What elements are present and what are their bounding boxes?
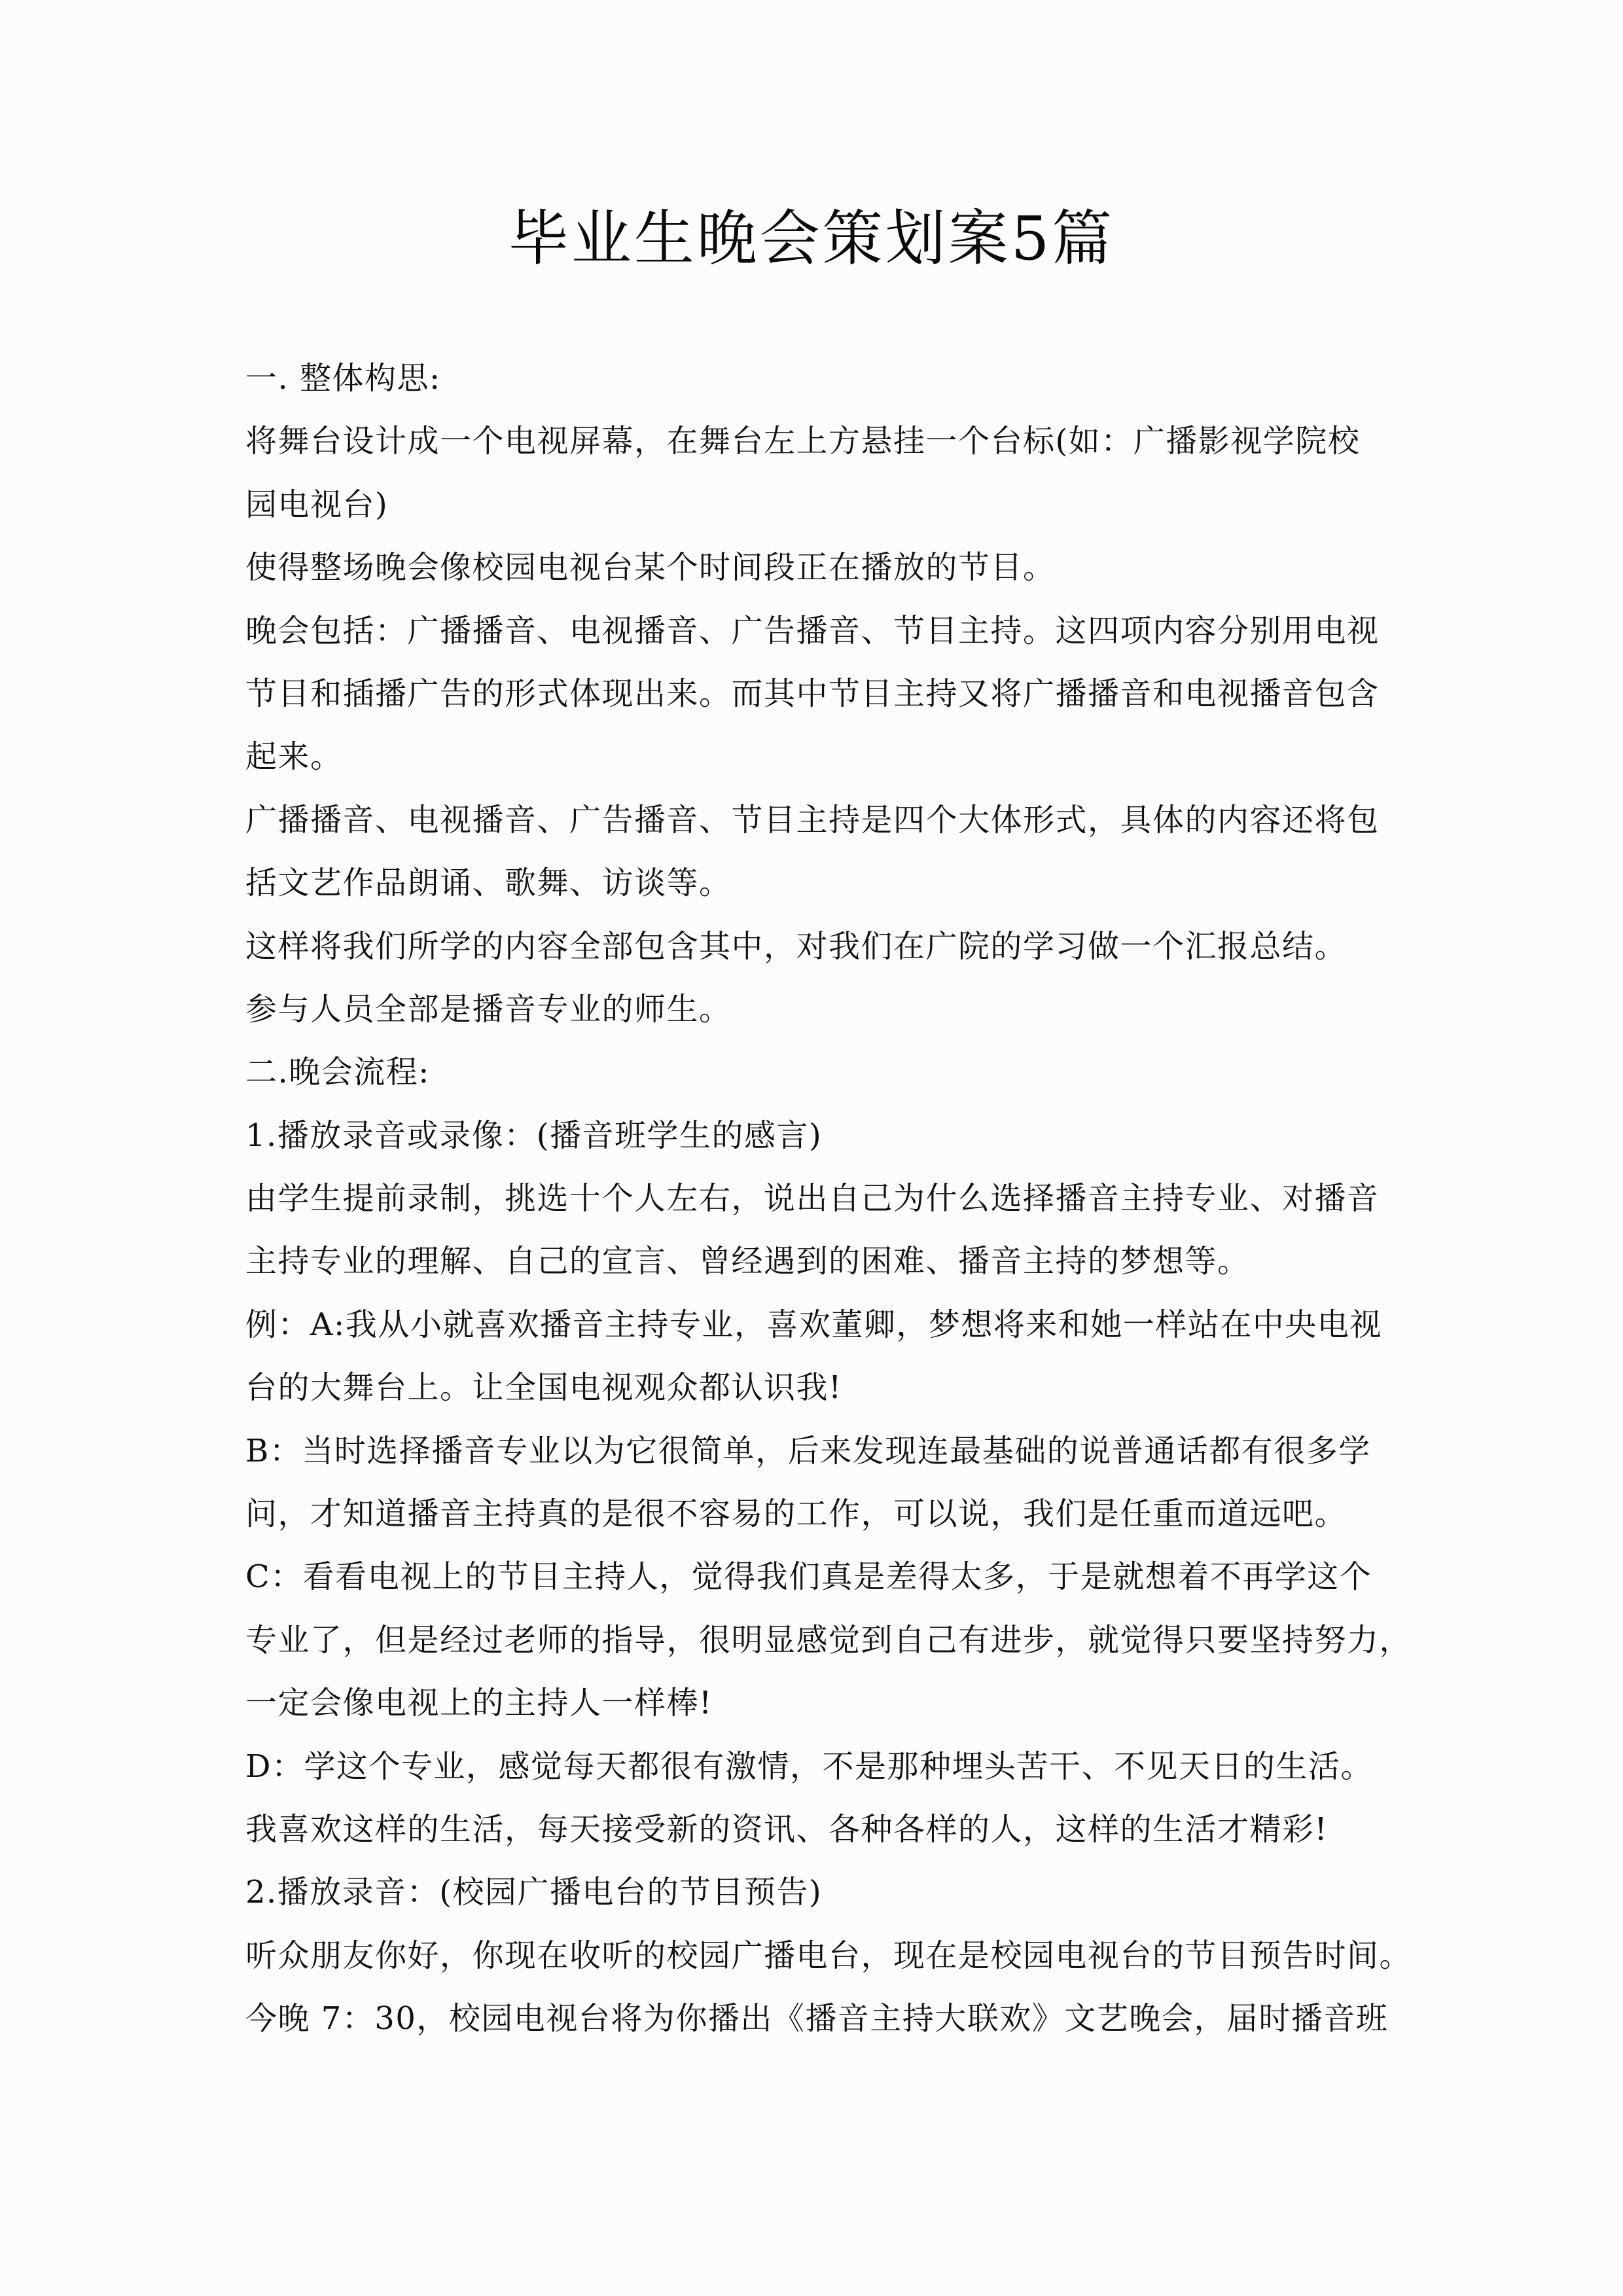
paragraph-line: 起来。 xyxy=(245,738,343,776)
example-line-a: 例：A:我从小就喜欢播音主持专业，喜欢董卿，梦想将来和她一样站在中央电视 xyxy=(245,1306,1382,1343)
paragraph-line: 参与人员全部是播音专业的师生。 xyxy=(245,990,732,1028)
subheading-step-1: 1.播放录音或录像：(播音班学生的感言) xyxy=(245,1117,823,1154)
paragraph-line: 园电视台) xyxy=(245,486,389,523)
section-heading-program-flow: 二.晚会流程: xyxy=(245,1054,430,1091)
paragraph-line: 由学生提前录制，挑选十个人左右，说出自己为什么选择播音主持专业、对播音 xyxy=(245,1180,1380,1217)
example-line-b: B：当时选择播音专业以为它很简单，后来发现连最基础的说普通话都有很多学 xyxy=(245,1432,1371,1469)
paragraph-line: 听众朋友你好，你现在收听的校园广播电台，现在是校园电视台的节目预告时间。 xyxy=(245,1937,1412,1974)
paragraph-line: 将舞台设计成一个电视屏幕，在舞台左上方悬挂一个台标(如：广播影视学院校 xyxy=(245,423,1361,460)
document-body xyxy=(245,357,1412,2060)
paragraph-line: 专业了，但是经过老师的指导，很明显感觉到自己有进步，就觉得只要坚持努力， xyxy=(245,1621,1412,1659)
paragraph-line: 我喜欢这样的生活，每天接受新的资讯、各种各样的人，这样的生活才精彩! xyxy=(245,1810,1329,1848)
document-title: 毕业生晚会策划案5篇 xyxy=(508,204,1115,274)
paragraph-line: 一定会像电视上的主持人一样棒! xyxy=(245,1685,713,1722)
paragraph-line: 使得整场晚会像校园电视台某个时间段正在播放的节目。 xyxy=(245,549,1056,586)
section-heading-overall-concept: 一. 整体构思: xyxy=(245,360,441,397)
paragraph-line: 这样将我们所学的内容全部包含其中，对我们在广院的学习做一个汇报总结。 xyxy=(245,927,1347,965)
paragraph-line: 主持专业的理解、自己的宣言、曾经遇到的困难、播音主持的梦想等。 xyxy=(245,1243,1250,1280)
paragraph-line: 括文艺作品朗诵、歌舞、访谈等。 xyxy=(245,865,732,902)
paragraph-line: 节目和插播广告的形式体现出来。而其中节目主持又将广播播音和电视播音包含 xyxy=(245,675,1380,712)
paragraph-line: 今晚 7：30，校园电视台将为你播出《播音主持大联欢》文艺晚会，届时播音班 xyxy=(245,2000,1389,2037)
example-line-c: C：看看电视上的节目主持人，觉得我们真是差得太多，于是就想着不再学这个 xyxy=(245,1558,1372,1596)
example-line-d: D：学这个专业，感觉每天都很有激情，不是那种埋头苦干、不见天日的生活。 xyxy=(245,1748,1373,1785)
subheading-step-2: 2.播放录音：(校园广播电台的节目预告) xyxy=(245,1874,823,1911)
paragraph-line: 台的大舞台上。让全国电视观众都认识我! xyxy=(245,1369,842,1407)
paragraph-line: 晚会包括：广播播音、电视播音、广告播音、节目主持。这四项内容分别用电视 xyxy=(245,612,1380,649)
paragraph-line: 广播播音、电视播音、广告播音、节目主持是四个大体形式，具体的内容还将包 xyxy=(245,801,1380,838)
paragraph-line: 问，才知道播音主持真的是很不容易的工作，可以说，我们是任重而道远吧。 xyxy=(245,1496,1347,1533)
